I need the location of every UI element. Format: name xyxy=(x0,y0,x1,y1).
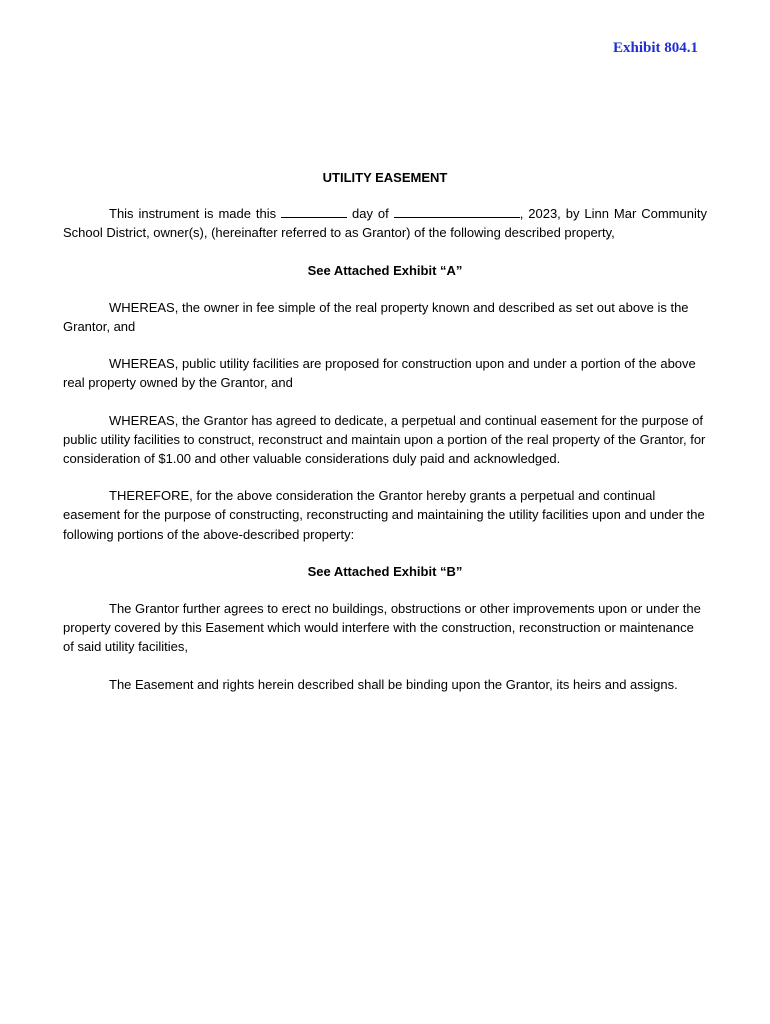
document-title: UTILITY EASEMENT xyxy=(322,170,448,185)
further-agrees-paragraph: The Grantor further agrees to erect no buildings, obstructions or other improvements upon or under the property covered by this Easement which would interfere with the construction, reconstruction or maintenance of said utility facilities, xyxy=(63,601,701,655)
exhibit-a-reference: See Attached Exhibit “A” xyxy=(307,262,463,278)
exhibit-b-reference: See Attached Exhibit “B” xyxy=(307,563,463,579)
intro-text-2: day of xyxy=(352,206,389,222)
month-blank-line xyxy=(394,204,520,218)
whereas-paragraph-2: WHEREAS, public utility facilities are proposed for construction upon and under a portion of the above real property owned by the Grantor, and xyxy=(63,356,696,391)
day-blank-line xyxy=(281,204,347,218)
intro-text-1: This instrument is made this xyxy=(109,206,277,222)
whereas-paragraph-1: WHEREAS, the owner in fee simple of the real property known and described as set out above is the Grantor, and xyxy=(63,299,689,335)
intro-text-3: , 2023, by Linn Mar Community School District, owner(s), (hereinafter referred to as Grantor) of the following described property, xyxy=(63,206,707,241)
intro-paragraph xyxy=(63,204,707,242)
binding-paragraph: The Easement and rights herein described shall be binding upon the Grantor, its heirs and assigns. xyxy=(109,676,678,692)
whereas-paragraph-3: WHEREAS, the Grantor has agreed to dedicate, a perpetual and continual easement for the purpose of public utility facilities to construct, reconstruct and maintain upon a portion of the real property of the Grantor, for consideration of $1.00 and other valuable considerations duly paid and acknowledged. xyxy=(63,412,706,467)
therefore-paragraph: THEREFORE, for the above consideration the Grantor hereby grants a perpetual and continual easement for the purpose of constructing, reconstructing and maintaining the utility facilities upon and under the following portions of the above-described property: xyxy=(63,488,705,542)
exhibit-label: Exhibit 804.1 xyxy=(612,40,698,56)
document-body xyxy=(63,168,707,712)
